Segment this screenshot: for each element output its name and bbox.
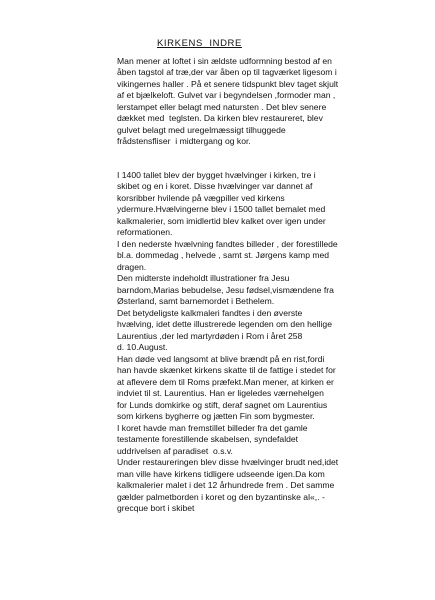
text-line: åben tagstol af træ,der var åben op til tagværket ligesom i: [117, 67, 337, 77]
text-line: I koret havde man fremstillet billeder fra det gamle: [117, 423, 308, 433]
text-line: grecque bort i skibet: [117, 503, 195, 513]
text-line: reformationen.: [117, 227, 173, 237]
text-line: d. 10.August.: [117, 342, 168, 352]
text-line: man ville have kirkens tidligere udseende igen.Da kom: [117, 469, 325, 479]
text-line: Han døde ved langsomt at blive brændt på en rist,fordi: [117, 354, 325, 364]
text-line: at aflevere dem til Roms præfekt.Man mener, at kirken er: [117, 377, 334, 387]
text-line: af et bjælkeloft. Gulvet var i begyndelsen ,formoder man ,: [117, 90, 336, 100]
text-line: dragen.: [117, 262, 147, 272]
text-line: korsribber hvilende på vægpiller ved kirkens: [117, 193, 285, 203]
text-line: frådstensfliser i midtergang og kor.: [117, 136, 251, 146]
text-line: indviet til st. Laurentius. Han er ligeledes værnehelgen: [117, 388, 324, 398]
text-line: Man mener at loftet i sin ældste udformning bestod af en: [117, 56, 332, 66]
text-line: testamente forestillende skabelsen, syndefaldet: [117, 434, 299, 444]
text-line: Laurentius ,der led martyrdøden i Rom i året 258: [117, 331, 303, 341]
text-line: for Lunds domkirke og stift, deraf sagnet om Laurentius: [117, 400, 328, 410]
text-line: skibet og en i koret. Disse hvælvinger var dannet af: [117, 181, 313, 191]
text-line: Under restaureringen blev disse hvælvinger brudt ned,idet: [117, 457, 339, 467]
text-line: vikingernes haller . På et senere tidspunkt blev taget skjult: [117, 79, 339, 89]
text-line: som kirkens bygherre og jætten Fin som bygmester.: [117, 411, 315, 421]
text-line: I den nederste hvælvning fandtes billeder , der forestillede: [117, 239, 338, 249]
text-line: dækket med teglsten. Da kirken blev restaureret, blev: [117, 113, 323, 123]
text-line: kalkmalerier, som imidlertid blev kalket over igen under: [117, 216, 326, 226]
text-line: I 1400 tallet blev der bygget hvælvinger i kirken, tre i: [117, 170, 316, 180]
page-title: KIRKENS INDRE: [157, 38, 242, 49]
text-line: uddrivelsen af paradiset o.s.v.: [117, 446, 233, 456]
text-line: gælder palmetborden i koret og den byzantinske al«,. -: [117, 492, 325, 502]
text-line: Den midterste indeholdt illustrationer fra Jesu: [117, 273, 290, 283]
text-line: ydermure.Hvælvingerne blev i 1500 tallet bemalet med: [117, 204, 326, 214]
text-line: lerstampet eller belagt med natursten . Det blev senere: [117, 102, 327, 112]
text-line: gulvet belagt med uregelmæssigt tilhuggede: [117, 125, 286, 135]
text-line: kalkmalerier malet i det 12 århundrede frem . Det samme: [117, 480, 335, 490]
text-line: Det betydeligste kalkmaleri fandtes i den øverste: [117, 308, 303, 318]
text-line: hvælving, idet dette illustrerede legenden om den hellige: [117, 319, 332, 329]
text-line: barndom,Marias bebudelse, Jesu fødsel,vismændene fra: [117, 285, 334, 295]
text-line: bl.a. dommedag , helvede , samt st. Jørgens kamp med: [117, 250, 330, 260]
text-line: Østerland, samt barnemordet i Bethelem.: [117, 296, 275, 306]
text-line: han havde skænket kirkens skatte til de fattige i stedet for: [117, 365, 336, 375]
